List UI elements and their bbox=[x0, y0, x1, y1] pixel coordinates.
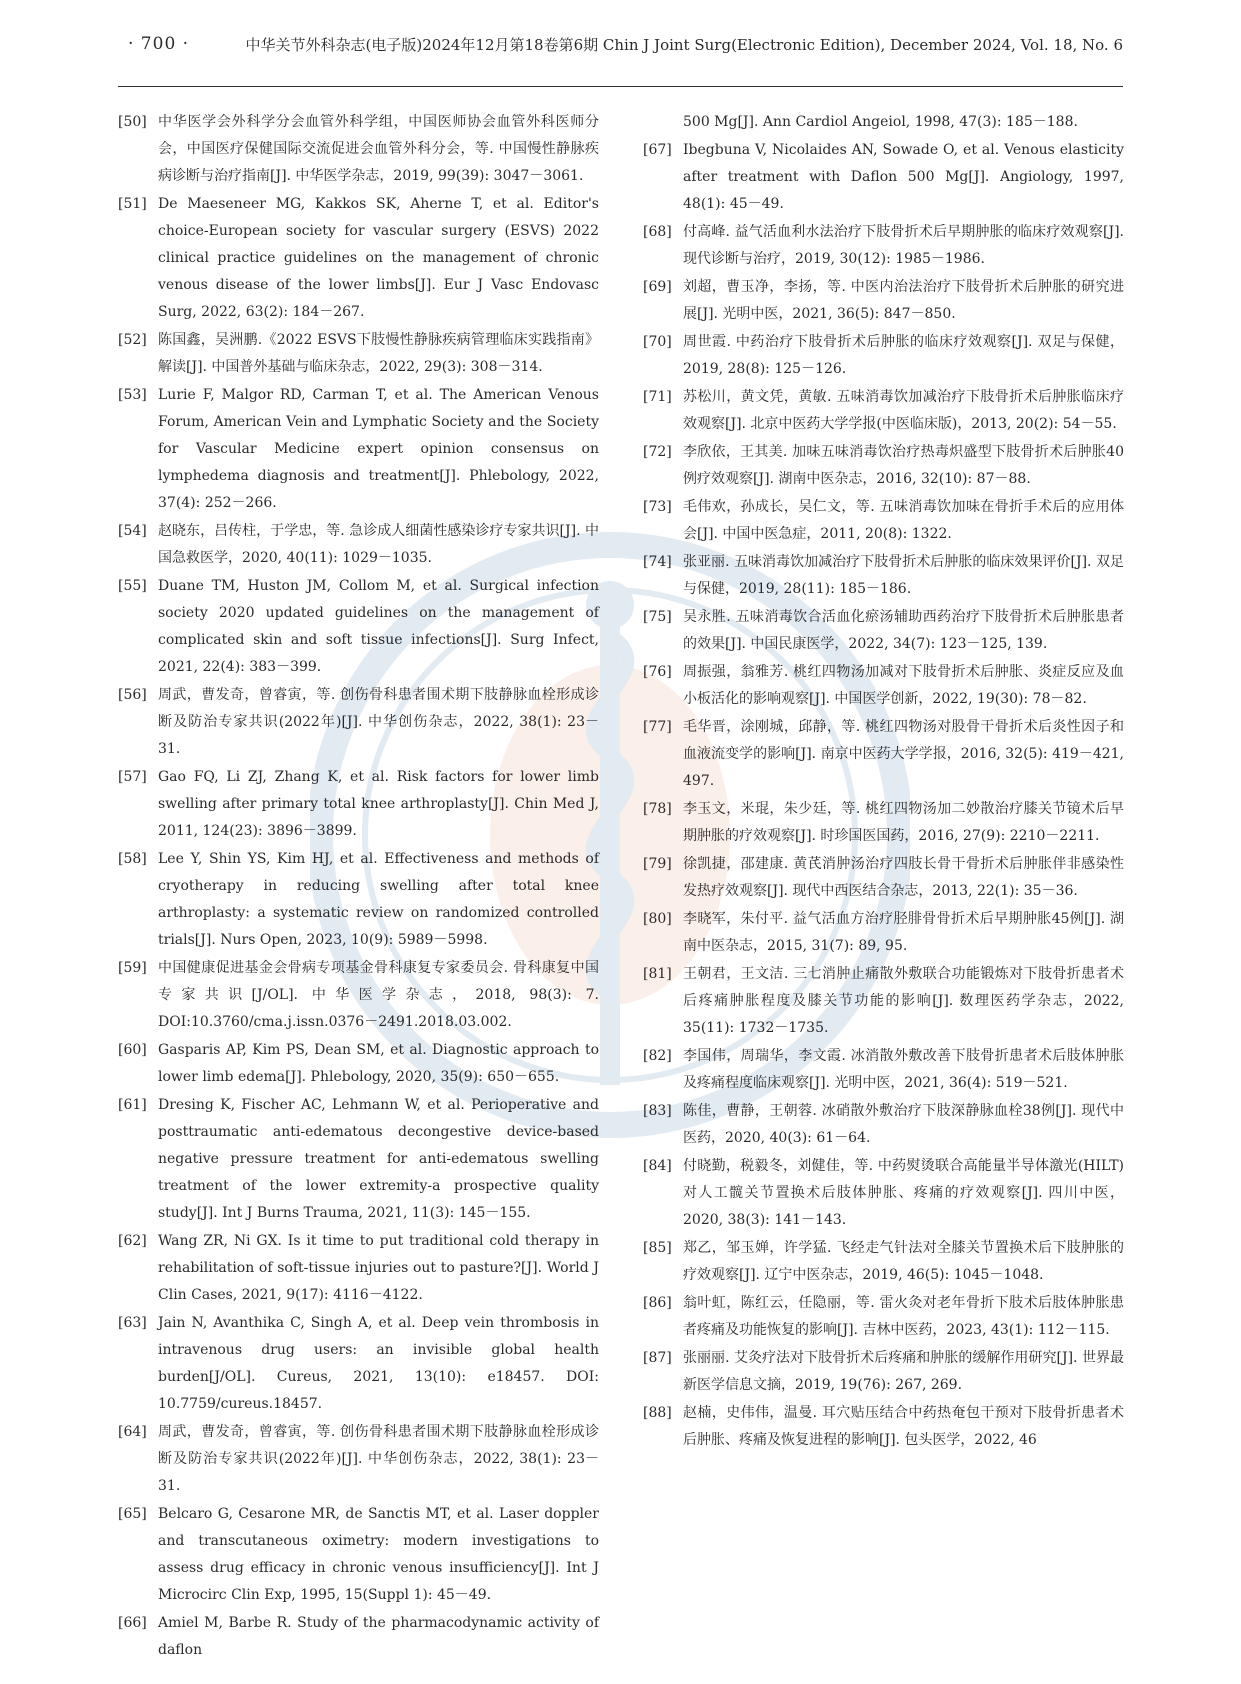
reference-text: Lurie F, Malgor RD, Carman T, et al. The American Venous Forum, American Vein and Lymphatic Society and the Society for Vascular Medicine expert opinion consensus on lymphedema diagnosis and treatment[J]. Phlebology, 2022, 37(4): 252－266. bbox=[158, 387, 599, 511]
reference-number: [69] bbox=[643, 279, 672, 295]
reference-item bbox=[643, 439, 1124, 493]
reference-item bbox=[118, 327, 599, 381]
reference-item bbox=[643, 604, 1124, 658]
reference-number: [53] bbox=[118, 387, 147, 403]
reference-text: Wang ZR, Ni GX. Is it time to put traditional cold therapy in rehabilitation of soft-tissue injuries out to pasture?[J]. World J Clin Cases, 2021, 9(17): 4116－4122. bbox=[158, 1233, 599, 1303]
reference-text: Gasparis AP, Kim PS, Dean SM, et al. Diagnostic approach to lower limb edema[J]. Phlebology, 2020, 35(9): 650－655. bbox=[158, 1042, 599, 1085]
reference-text: 李晓军，朱付平. 益气活血方治疗胫腓骨骨折术后早期肿胀45例[J]. 湖南中医杂志，2015, 31(7): 89, 95. bbox=[683, 911, 1124, 954]
reference-number: [60] bbox=[118, 1042, 147, 1058]
reference-text: 陈国鑫，吴洲鹏.《2022 ESVS下肢慢性静脉疾病管理临床实践指南》解读[J]. 中国普外基础与临床杂志，2022, 29(3): 308－314. bbox=[158, 332, 599, 375]
reference-number: [81] bbox=[643, 966, 672, 982]
reference-number: [86] bbox=[643, 1295, 672, 1311]
reference-text: 周世霞. 中药治疗下肢骨折术后肿胀的临床疗效观察[J]. 双足与保健，2019, 28(8): 125－126. bbox=[683, 334, 1124, 377]
reference-item bbox=[643, 137, 1124, 218]
reference-text: 赵晓东，吕传柱，于学忠，等. 急诊成人细菌性感染诊疗专家共识[J]. 中国急救医学，2020, 40(11): 1029－1035. bbox=[158, 523, 599, 566]
reference-number: [64] bbox=[118, 1424, 147, 1440]
reference-text: 毛伟欢，孙成长，吴仁文，等. 五味消毒饮加味在骨折手术后的应用体会[J]. 中国中医急症，2011, 20(8): 1322. bbox=[683, 499, 1124, 542]
reference-number: [52] bbox=[118, 332, 147, 348]
reference-item bbox=[643, 219, 1124, 273]
reference-text: 徐凯捷，邵建康. 黄芪消肿汤治疗四肢长骨干骨折术后肿胀伴非感染性发热疗效观察[J]. 现代中西医结合杂志，2013, 22(1): 35－36. bbox=[683, 856, 1124, 899]
reference-text: 张丽丽. 艾灸疗法对下肢骨折术后疼痛和肿胀的缓解作用研究[J]. 世界最新医学信息文摘，2019, 19(76): 267, 269. bbox=[683, 1350, 1124, 1393]
reference-text: 毛华晋，涂刚城，邱静，等. 桃红四物汤对股骨干骨折术后炎性因子和血液流变学的影响[J]. 南京中医药大学学报，2016, 32(5): 419－421, 497. bbox=[683, 719, 1124, 789]
reference-number: [75] bbox=[643, 609, 672, 625]
reference-number: [73] bbox=[643, 499, 672, 515]
reference-text: De Maeseneer MG, Kakkos SK, Aherne T, et al. Editor's choice-European society for vascular surgery (ESVS) 2022 clinical practice guidelines on the management of chronic venous disease of the lower limbs[J]. Eur J Vasc Endovasc Surg, 2022, 63(2): 184－267. bbox=[158, 196, 599, 320]
reference-number: [72] bbox=[643, 444, 672, 460]
page-header bbox=[0, 0, 1241, 90]
reference-number: [74] bbox=[643, 554, 672, 570]
reference-text: 陈佳，曹静，王朝蓉. 冰硝散外敷治疗下肢深静脉血栓38例[J]. 现代中医药，2020, 40(3): 61－64. bbox=[683, 1103, 1124, 1146]
page-number: · 700 · bbox=[128, 34, 190, 54]
reference-number: [83] bbox=[643, 1103, 672, 1119]
running-head: 中华关节外科杂志(电子版)2024年12月第18卷第6期 Chin J Joint Surg(Electronic Edition), December 2024, Vol. 18, No. 6 bbox=[245, 36, 1123, 54]
reference-item bbox=[643, 1235, 1124, 1289]
reference-number: [85] bbox=[643, 1240, 672, 1256]
reference-text: Duane TM, Huston JM, Collom M, et al. Surgical infection society 2020 updated guidelines on the management of complicated skin and soft tissue infections[J]. Surg Infect, 2021, 22(4): 383－399. bbox=[158, 578, 599, 675]
reference-text: Ibegbuna V, Nicolaides AN, Sowade O, et al. Venous elasticity after treatment with Daflon 500 Mg[J]. Angiology, 1997, 48(1): 45－49. bbox=[683, 142, 1124, 212]
reference-text: 郑乙，邹玉婵，许学猛. 飞经走气针法对全膝关节置换术后下肢肿胀的疗效观察[J]. 辽宁中医杂志，2019, 46(5): 1045－1048. bbox=[683, 1240, 1124, 1283]
reference-item bbox=[118, 1610, 599, 1664]
reference-number: [62] bbox=[118, 1233, 147, 1249]
reference-item bbox=[118, 1501, 599, 1609]
reference-item bbox=[118, 846, 599, 954]
reference-text: 周武，曹发奇，曾睿寅，等. 创伤骨科患者围术期下肢静脉血栓形成诊断及防治专家共识(2022年)[J]. 中华创伤杂志，2022, 38(1): 23－31. bbox=[158, 687, 599, 757]
reference-number: [65] bbox=[118, 1506, 147, 1522]
reference-text: 周武，曹发奇，曾睿寅，等. 创伤骨科患者围术期下肢静脉血栓形成诊断及防治专家共识(2022年)[J]. 中华创伤杂志，2022, 38(1): 23－31. bbox=[158, 1424, 599, 1494]
reference-text: 周振强，翁雅芳. 桃红四物汤加减对下肢骨折术后肿胀、炎症反应及血小板活化的影响观察[J]. 中国医学创新，2022, 19(30): 78－82. bbox=[683, 664, 1124, 707]
reference-number: [87] bbox=[643, 1350, 672, 1366]
reference-text: 500 Mg[J]. Ann Cardiol Angeiol, 1998, 47(3): 185－188. bbox=[683, 114, 1078, 130]
reference-text: 李欣依，王其美. 加味五味消毒饮治疗热毒炽盛型下肢骨折术后肿胀40例疗效观察[J]. 湖南中医杂志，2016, 32(10): 87－88. bbox=[683, 444, 1124, 487]
reference-number: [88] bbox=[643, 1405, 672, 1421]
reference-number: [58] bbox=[118, 851, 147, 867]
reference-number: [61] bbox=[118, 1097, 147, 1113]
reference-item bbox=[643, 1153, 1124, 1234]
reference-text: 付高峰. 益气活血利水法治疗下肢骨折术后早期肿胀的临床疗效观察[J]. 现代诊断与治疗，2019, 30(12): 1985－1986. bbox=[683, 224, 1124, 267]
reference-item bbox=[118, 109, 599, 190]
reference-number: [51] bbox=[118, 196, 147, 212]
reference-text: Belcaro G, Cesarone MR, de Sanctis MT, et al. Laser doppler and transcutaneous oximetry: modern investigations to assess drug efficacy in chronic venous insufficiency[J]. Int J Microcirc Clin Exp, 1995, 15(Suppl 1): 45－49. bbox=[158, 1506, 599, 1603]
reference-item bbox=[118, 682, 599, 763]
reference-item bbox=[118, 1228, 599, 1309]
reference-item bbox=[118, 191, 599, 326]
reference-number: [71] bbox=[643, 389, 672, 405]
reference-number: [70] bbox=[643, 334, 672, 350]
reference-text: Gao FQ, Li ZJ, Zhang K, et al. Risk factors for lower limb swelling after primary total knee arthroplasty[J]. Chin Med J, 2011, 124(23): 3896－3899. bbox=[158, 769, 599, 839]
reference-text: 张亚丽. 五味消毒饮加减治疗下肢骨折术后肿胀的临床效果评价[J]. 双足与保健，2019, 28(11): 185－186. bbox=[683, 554, 1124, 597]
reference-text: Amiel M, Barbe R. Study of the pharmacodynamic activity of daflon bbox=[158, 1615, 599, 1658]
reference-item bbox=[643, 494, 1124, 548]
reference-text: 赵楠，史伟伟，温曼. 耳穴贴压结合中药热奄包干预对下肢骨折患者术后肿胀、疼痛及恢复进程的影响[J]. 包头医学，2022, 46 bbox=[683, 1405, 1124, 1448]
reference-number: [79] bbox=[643, 856, 672, 872]
reference-text: 李玉文，米琨，朱少廷，等. 桃红四物汤加二妙散治疗膝关节镜术后早期肿胀的疗效观察[J]. 时珍国医国药，2016, 27(9): 2210－2211. bbox=[683, 801, 1124, 844]
reference-number: [77] bbox=[643, 719, 672, 735]
reference-item bbox=[643, 659, 1124, 713]
reference-item bbox=[643, 384, 1124, 438]
reference-item bbox=[118, 955, 599, 1036]
reference-number: [59] bbox=[118, 960, 147, 976]
reference-item bbox=[118, 382, 599, 517]
reference-text: 翁叶虹，陈红云，任隐丽，等. 雷火灸对老年骨折下肢术后肢体肿胀患者疼痛及功能恢复的影响[J]. 吉林中医药，2023, 43(1): 112－115. bbox=[683, 1295, 1124, 1338]
reference-number: [50] bbox=[118, 114, 147, 130]
references-right-column bbox=[643, 109, 1124, 1455]
reference-number: [56] bbox=[118, 687, 147, 703]
reference-number: [57] bbox=[118, 769, 147, 785]
reference-item bbox=[643, 1290, 1124, 1344]
reference-item bbox=[643, 796, 1124, 850]
reference-item bbox=[643, 1043, 1124, 1097]
reference-number: [68] bbox=[643, 224, 672, 240]
reference-number: [80] bbox=[643, 911, 672, 927]
header-divider bbox=[118, 86, 1123, 87]
reference-number: [66] bbox=[118, 1615, 147, 1631]
reference-item bbox=[118, 518, 599, 572]
reference-item bbox=[118, 1419, 599, 1500]
reference-item bbox=[118, 573, 599, 681]
reference-item bbox=[643, 1098, 1124, 1152]
reference-text: Lee Y, Shin YS, Kim HJ, et al. Effectiveness and methods of cryotherapy in reducing swelling after total knee arthroplasty: a systematic review on randomized controlled trials[J]. Nurs Open, 2023, 10(9): 5989－5998. bbox=[158, 851, 599, 948]
reference-item bbox=[643, 1345, 1124, 1399]
reference-text: 中华医学会外科学分会血管外科学组，中国医师协会血管外科医师分会，中国医疗保健国际交流促进会血管外科分会，等. 中国慢性静脉疾病诊断与治疗指南[J]. 中华医学杂志，2019, 99(39): 3047－3061. bbox=[158, 114, 599, 184]
reference-number: [63] bbox=[118, 1315, 147, 1331]
reference-item bbox=[643, 851, 1124, 905]
reference-item bbox=[643, 961, 1124, 1042]
reference-text: 付晓勤，税毅冬，刘健佳，等. 中药熨烫联合高能量半导体激光(HILT)对人工髋关节置换术后肢体肿胀、疼痛的疗效观察[J]. 四川中医，2020, 38(3): 141－143. bbox=[683, 1158, 1124, 1228]
reference-number: [55] bbox=[118, 578, 147, 594]
reference-number: [76] bbox=[643, 664, 672, 680]
reference-text: 李国伟，周瑞华，李文霞. 冰消散外敷改善下肢骨折患者术后肢体肿胀及疼痛程度临床观察[J]. 光明中医，2021, 36(4): 519－521. bbox=[683, 1048, 1124, 1091]
reference-number: [78] bbox=[643, 801, 672, 817]
reference-text: Dresing K, Fischer AC, Lehmann W, et al. Perioperative and posttraumatic anti-edematous decongestive device-based negative pressure treatment for anti-edematous swelling treatment of the lower extremity-a prospective quality study[J]. Int J Burns Trauma, 2021, 11(3): 145－155. bbox=[158, 1097, 599, 1221]
reference-text: 苏松川，黄文凭，黄敏. 五味消毒饮加减治疗下肢骨折术后肿胀临床疗效观察[J]. 北京中医药大学学报(中医临床版)，2013, 20(2): 54－55. bbox=[683, 389, 1124, 432]
reference-item bbox=[643, 1400, 1124, 1454]
reference-text: 刘超，曹玉净，李扬，等. 中医内治法治疗下肢骨折术后肿胀的研究进展[J]. 光明中医，2021, 36(5): 847－850. bbox=[683, 279, 1124, 322]
reference-item bbox=[118, 764, 599, 845]
references-left-column bbox=[118, 109, 599, 1665]
reference-item bbox=[643, 109, 1124, 136]
reference-text: 王朝君，王文洁. 三七消肿止痛散外敷联合功能锻炼对下肢骨折患者术后疼痛肿胀程度及膝关节功能的影响[J]. 数理医药学杂志，2022, 35(11): 1732－1735. bbox=[683, 966, 1124, 1036]
reference-item bbox=[118, 1310, 599, 1418]
reference-text: 中国健康促进基金会骨病专项基金骨科康复专家委员会. 骨科康复中国专家共识[J/OL]. 中华医学杂志，2018, 98(3): 7. DOI:10.3760/cma.j.issn.0376－2491.2018.03.002. bbox=[158, 960, 599, 1030]
reference-item bbox=[643, 274, 1124, 328]
reference-number: [67] bbox=[643, 142, 672, 158]
reference-item bbox=[643, 714, 1124, 795]
reference-item bbox=[643, 549, 1124, 603]
reference-number: [54] bbox=[118, 523, 147, 539]
reference-item bbox=[643, 329, 1124, 383]
reference-number: [84] bbox=[643, 1158, 672, 1174]
reference-text: 吴永胜. 五味消毒饮合活血化瘀汤辅助西药治疗下肢骨折术后肿胀患者的效果[J]. 中国民康医学，2022, 34(7): 123－125, 139. bbox=[683, 609, 1124, 652]
reference-item bbox=[118, 1037, 599, 1091]
reference-number: [82] bbox=[643, 1048, 672, 1064]
reference-item bbox=[118, 1092, 599, 1227]
reference-item bbox=[643, 906, 1124, 960]
reference-text: Jain N, Avanthika C, Singh A, et al. Deep vein thrombosis in intravenous drug users: an invisible global health burden[J/OL]. Cureus, 2021, 13(10): e18457. DOI: 10.7759/cureus.18457. bbox=[158, 1315, 599, 1412]
